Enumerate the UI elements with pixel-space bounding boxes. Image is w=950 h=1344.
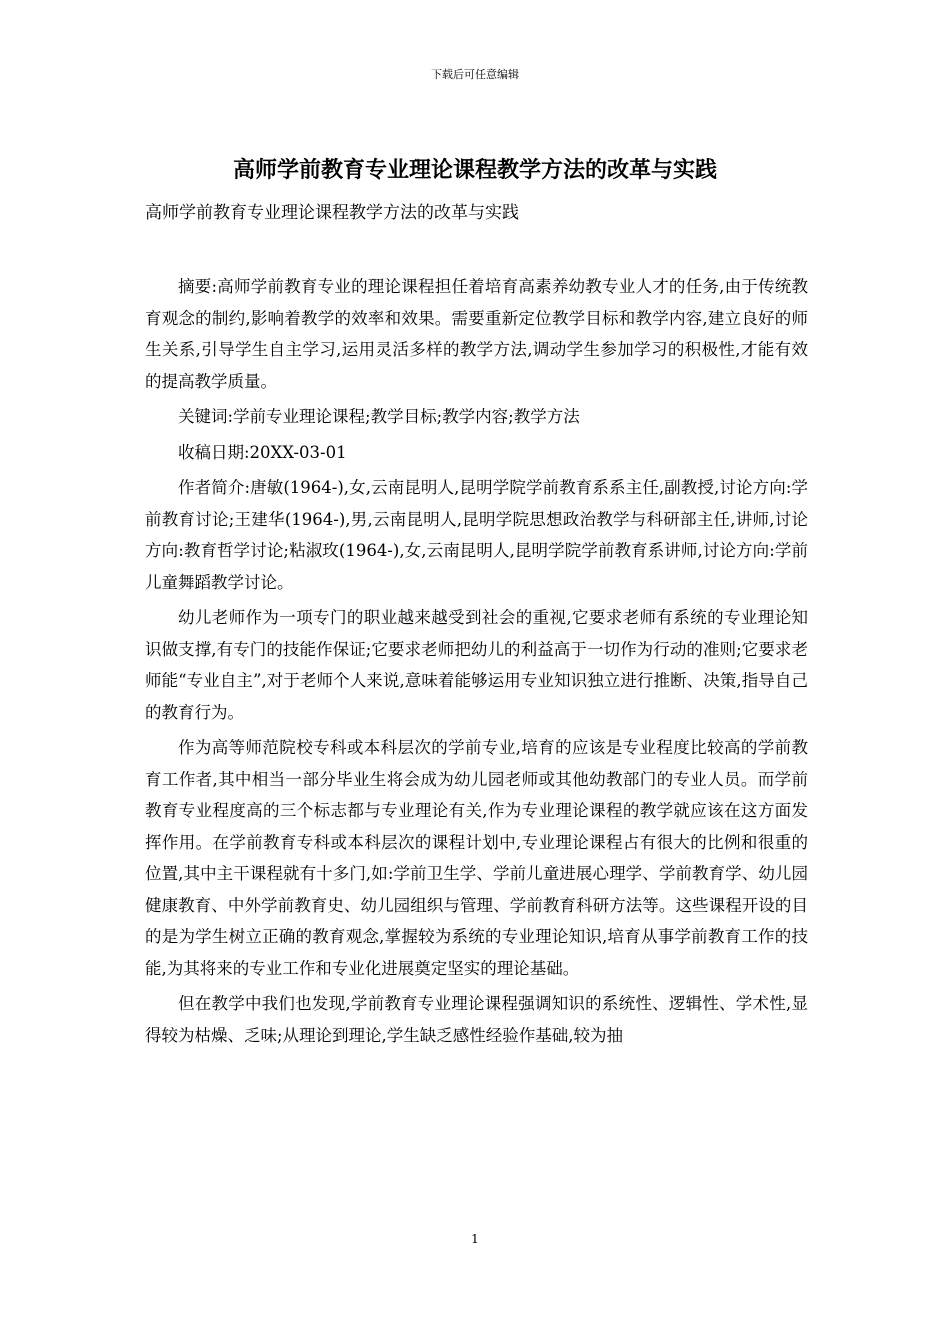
- header-note: 下载后可任意编辑: [431, 68, 519, 81]
- keywords-paragraph: 关键词:学前专业理论课程;教学目标;教学内容;教学方法: [178, 407, 580, 426]
- document-body: [145, 271, 808, 1055]
- abstract-paragraph: 摘要:高师学前教育专业的理论课程担任着培育高素养幼教专业人才的任务,由于传统教育观念的制约,影响着教学的效率和效果。需要重新定位教学目标和教学内容,建立良好的师生关系,引导学生自主学习,运用灵活多样的教学方法,调动学生参加学习的积极性,才能有效的提高教学质量。: [145, 277, 808, 391]
- body-paragraph: 但在教学中我们也发现,学前教育专业理论课程强调知识的系统性、逻辑性、学术性,显得较为枯燥、乏味;从理论到理论,学生缺乏感性经验作基础,较为抽: [145, 994, 808, 1045]
- document-title: 高师学前教育专业理论课程教学方法的改革与实践: [232, 157, 717, 183]
- body-paragraph: 幼儿老师作为一项专门的职业越来越受到社会的重视,它要求老师有系统的专业理论知识做支撑,有专门的技能作保证;它要求老师把幼儿的利益高于一切作为行动的准则;它要求老师能“专业自主”,对于老师个人来说,意味着能够运用专业知识独立进行推断、决策,指导自己的教育行为。: [145, 608, 808, 722]
- document-subtitle: 高师学前教育专业理论课程教学方法的改革与实践: [145, 203, 519, 223]
- page-number: 1: [471, 1232, 479, 1246]
- received-date-paragraph: 收稿日期:20XX-03-01: [178, 442, 347, 462]
- author-bio-paragraph: 作者简介:唐敏(1964-),女,云南昆明人,昆明学院学前教育系系主任,副教授,讨论方向:学前教育讨论;王建华(1964-),男,云南昆明人,昆明学院思想政治教学与科研部主任,讲师,讨论方向:教育哲学讨论;粘淑玫(1964-),女,云南昆明人,昆明学院学前教育系讲师,讨论方向:学前儿童舞蹈教学讨论。: [145, 478, 808, 592]
- body-paragraph: 作为高等师范院校专科或本科层次的学前专业,培育的应该是专业程度比较高的学前教育工作者,其中相当一部分毕业生将会成为幼儿园老师或其他幼教部门的专业人员。而学前教育专业程度高的三个标志都与专业理论有关,作为专业理论课程的教学就应该在这方面发挥作用。在学前教育专科或本科层次的课程计划中,专业理论课程占有很大的比例和很重的位置,其中主干课程就有十多门,如:学前卫生学、学前儿童进展心理学、学前教育学、幼儿园健康教育、中外学前教育史、幼儿园组织与管理、学前教育科研方法等。这些课程开设的目的是为学生树立正确的教育观念,掌握较为系统的专业理论知识,培育从事学前教育工作的技能,为其将来的专业工作和专业化进展奠定坚实的理论基础。: [145, 738, 808, 978]
